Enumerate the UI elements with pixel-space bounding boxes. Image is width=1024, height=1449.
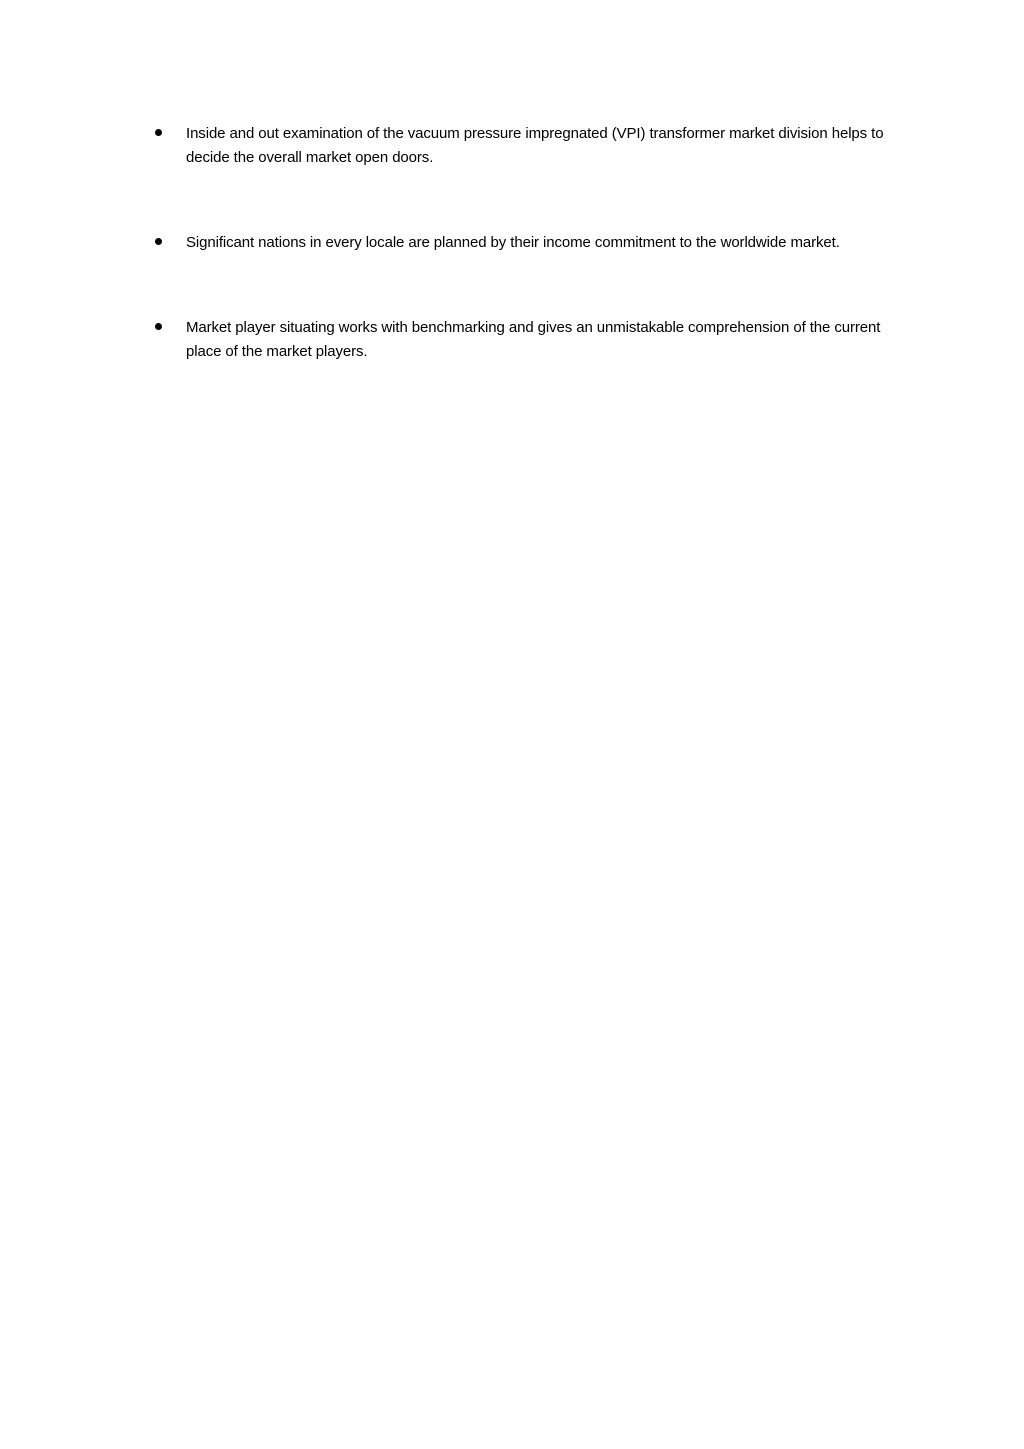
bullet-icon [155, 238, 162, 245]
list-item-text: Market player situating works with benchmarking and gives an unmistakable comprehension of the current place of the market players. [186, 319, 881, 360]
bullet-icon [155, 323, 162, 330]
list-item [152, 122, 912, 170]
list-item-text: Significant nations in every locale are planned by their income commitment to the worldwide market. [186, 234, 840, 251]
list-item-text: Inside and out examination of the vacuum pressure impregnated (VPI) transformer market division helps to decide the overall market open doors. [186, 125, 884, 166]
list-item [152, 231, 912, 255]
bullet-list [152, 122, 912, 364]
list-item [152, 316, 912, 364]
bullet-icon [155, 129, 162, 136]
